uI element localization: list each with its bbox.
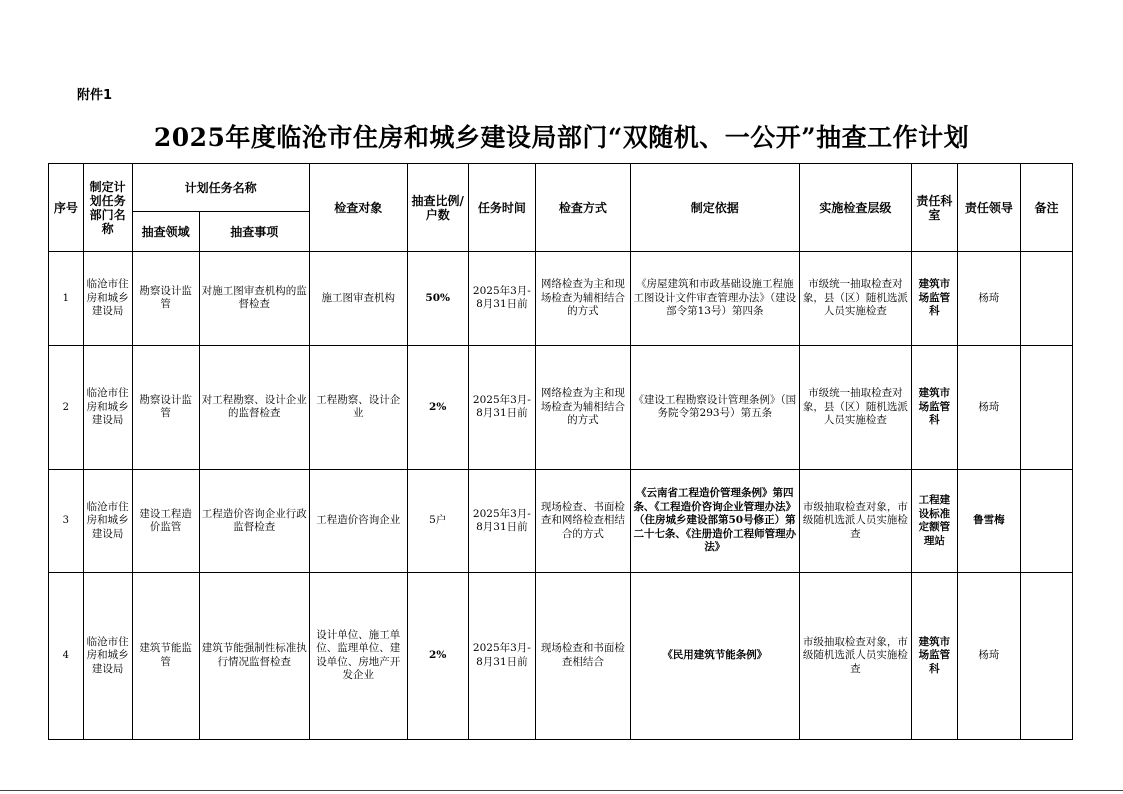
header-task-group: 计划任务名称	[132, 164, 309, 212]
cell-remark	[1020, 470, 1072, 573]
cell-basis: 《建设工程勘察设计管理条例》（国务院令第293号）第五条	[630, 345, 799, 470]
cell-dept: 临沧市住房和城乡建设局	[83, 572, 132, 739]
cell-leader: 鲁雪梅	[957, 470, 1020, 573]
cell-target: 工程勘察、设计企业	[309, 345, 407, 470]
attachment-label: 附件1	[77, 88, 113, 103]
header-remark: 备注	[1020, 164, 1072, 252]
cell-remark	[1020, 345, 1072, 470]
cell-area: 勘察设计监管	[132, 252, 199, 346]
cell-office: 建筑市场监管科	[911, 572, 957, 739]
cell-area: 勘察设计监管	[132, 345, 199, 470]
header-dept: 制定计划任务部门名称	[83, 164, 132, 252]
cell-seq: 1	[49, 252, 84, 346]
cell-item: 建筑节能强制性标准执行情况监督检查	[199, 572, 309, 739]
inspection-plan-table	[48, 163, 1073, 740]
header-level: 实施检查层级	[799, 164, 911, 252]
cell-leader: 杨琦	[957, 252, 1020, 346]
cell-method: 网络检查为主和现场检查为辅相结合的方式	[536, 345, 631, 470]
cell-seq: 2	[49, 345, 84, 470]
header-seq: 序号	[49, 164, 84, 252]
cell-time: 2025年3月-8月31日前	[468, 345, 535, 470]
cell-time: 2025年3月-8月31日前	[468, 252, 535, 346]
cell-item: 对工程勘察、设计企业的监督检查	[199, 345, 309, 470]
page-title: 2025年度临沧市住房和城乡建设局部门“双随机、一公开”抽查工作计划	[153, 123, 970, 152]
table-row	[49, 345, 1073, 470]
header-target: 检查对象	[309, 164, 407, 252]
cell-office: 建筑市场监管科	[911, 252, 957, 346]
cell-leader: 杨琦	[957, 345, 1020, 470]
cell-seq: 4	[49, 572, 84, 739]
cell-level: 市级抽取检查对象，市级随机选派人员实施检查	[799, 470, 911, 573]
table-row	[49, 572, 1073, 739]
header-method: 检查方式	[536, 164, 631, 252]
header-item: 抽查事项	[199, 212, 309, 252]
cell-method: 网络检查为主和现场检查为辅相结合的方式	[536, 252, 631, 346]
cell-basis: 《云南省工程造价管理条例》第四条、《工程造价咨询企业管理办法》（住房城乡建设部第50号修正）第二十七条、《注册造价工程师管理办法》	[630, 470, 799, 573]
cell-area: 建筑节能监管	[132, 572, 199, 739]
cell-method: 现场检查、书面检查和网络检查相结合的方式	[536, 470, 631, 573]
cell-remark	[1020, 572, 1072, 739]
header-leader: 责任领导	[957, 164, 1020, 252]
header-ratio: 抽查比例/户数	[407, 164, 468, 252]
cell-basis: 《房屋建筑和市政基础设施工程施工图设计文件审查管理办法》（建设部令第13号）第四条	[630, 252, 799, 346]
table-row	[49, 252, 1073, 346]
cell-area: 建设工程造价监管	[132, 470, 199, 573]
cell-ratio: 2%	[407, 572, 468, 739]
header-area: 抽查领域	[132, 212, 199, 252]
header-time: 任务时间	[468, 164, 535, 252]
cell-item: 对施工图审查机构的监督检查	[199, 252, 309, 346]
cell-dept: 临沧市住房和城乡建设局	[83, 470, 132, 573]
cell-time: 2025年3月-8月31日前	[468, 572, 535, 739]
cell-target: 施工图审查机构	[309, 252, 407, 346]
cell-level: 市级抽取检查对象，市级随机选派人员实施检查	[799, 572, 911, 739]
cell-ratio: 5户	[407, 470, 468, 573]
cell-dept: 临沧市住房和城乡建设局	[83, 345, 132, 470]
cell-level: 市级统一抽取检查对象，县（区）随机选派人员实施检查	[799, 345, 911, 470]
header-basis: 制定依据	[630, 164, 799, 252]
cell-ratio: 2%	[407, 345, 468, 470]
header-office: 责任科室	[911, 164, 957, 252]
cell-item: 工程造价咨询企业行政监督检查	[199, 470, 309, 573]
table-row	[49, 470, 1073, 573]
cell-office: 建筑市场监管科	[911, 345, 957, 470]
cell-office: 工程建设标准定额管理站	[911, 470, 957, 573]
header-row-top	[49, 164, 1073, 212]
cell-method: 现场检查和书面检查相结合	[536, 572, 631, 739]
cell-seq: 3	[49, 470, 84, 573]
cell-leader: 杨琦	[957, 572, 1020, 739]
cell-dept: 临沧市住房和城乡建设局	[83, 252, 132, 346]
cell-target: 工程造价咨询企业	[309, 470, 407, 573]
cell-ratio: 50%	[407, 252, 468, 346]
cell-remark	[1020, 252, 1072, 346]
cell-basis: 《民用建筑节能条例》	[630, 572, 799, 739]
cell-level: 市级统一抽取检查对象，县（区）随机选派人员实施检查	[799, 252, 911, 346]
cell-time: 2025年3月-8月31日前	[468, 470, 535, 573]
cell-target: 设计单位、施工单位、监理单位、建设单位、房地产开发企业	[309, 572, 407, 739]
